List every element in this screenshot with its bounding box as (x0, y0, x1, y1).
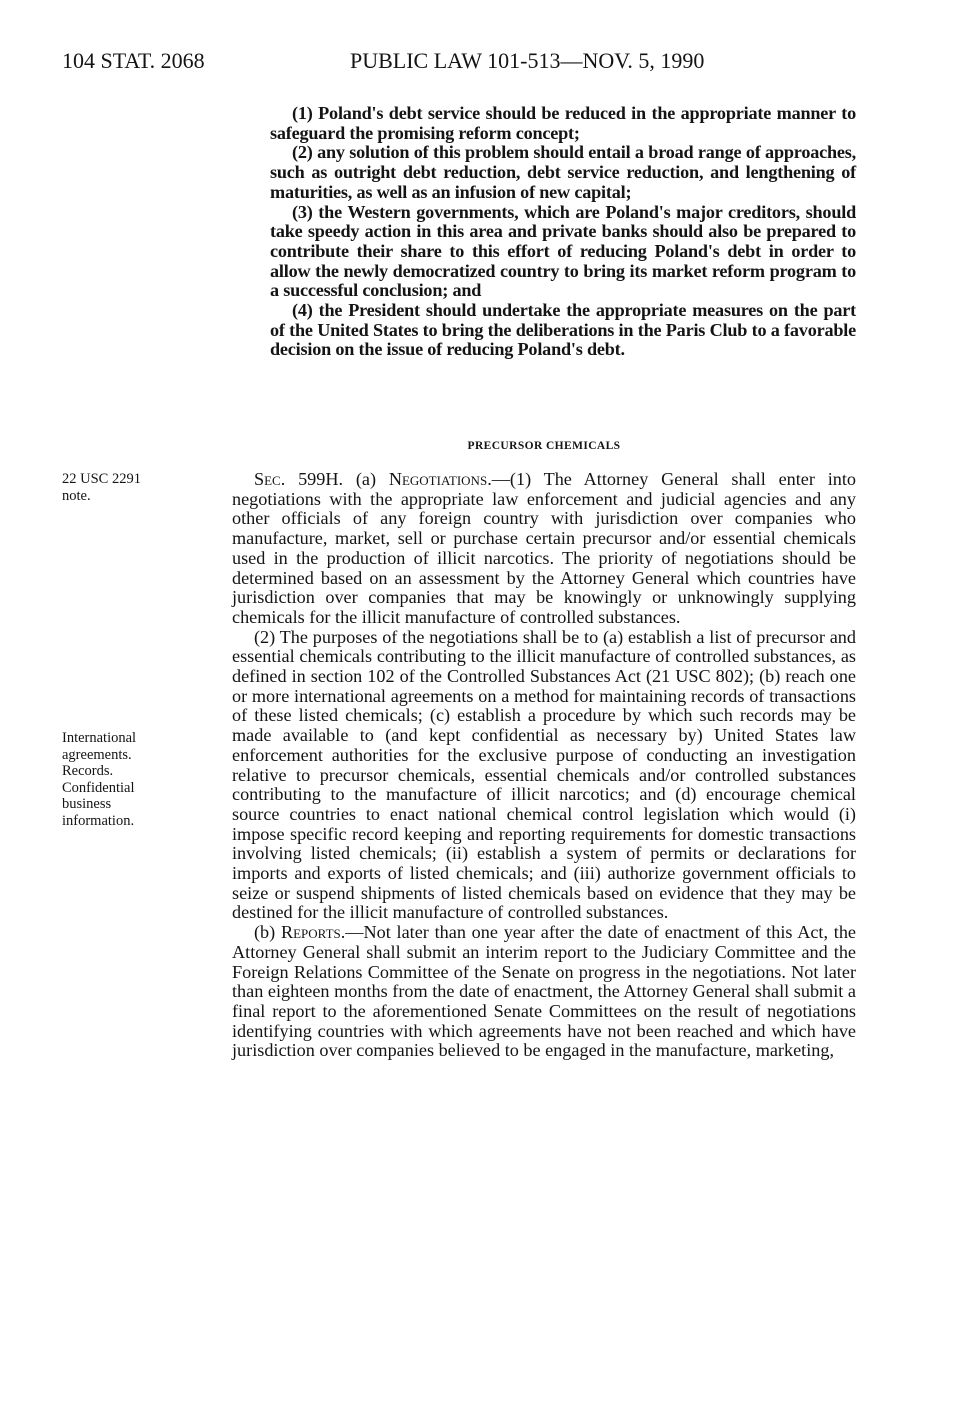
margin-note-line: Confidential (62, 779, 135, 796)
paragraph-b-text: .—Not later than one year after the date of enactment of this Act, the Attorney General shall submit an interim report to the Judiciary Committee and the Foreign Relations Committee of the Senate on progress in the negotiations. Not later than eighteen months from the date of enactment, the Attorney General shall submit a final report to the aforementioned Senate Committees on the result of negotiations identifying countries with which agreements have not been reached and which have jurisdiction over companies believed to be engaged in the manufacture, marketing, (232, 922, 856, 1061)
subsection-a-title: Negotiations (388, 469, 488, 489)
sec-number: 599H. (a) (298, 469, 377, 489)
margin-note-topics (62, 730, 212, 829)
finding-paragraph-3: (3) the Western governments, which are Poland's major creditors, should take speedy action in this area and private banks should also be prepared to contribute their share to this effort of reducing Poland's debt in order to allow the newly democratized country to bring its market reform program to a successful conclusion; and (270, 201, 856, 301)
margin-note-usc (62, 471, 212, 504)
section-heading: PRECURSOR CHEMICALS (467, 440, 621, 452)
public-law-title: PUBLIC LAW 101-513—NOV. 5, 1990 (350, 48, 705, 73)
statute-page-number: 104 STAT. 2068 (62, 48, 205, 73)
margin-note-line: note. (62, 487, 91, 504)
margin-note-line: information. (62, 812, 135, 829)
finding-paragraph-2: (2) any solution of this problem should entail a broad range of approaches, such as outright debt reduction, debt service reduction, and lengthening of maturities, as well as an infusion of new capital; (270, 142, 856, 202)
margin-note-line: 22 USC 2291 (62, 471, 141, 487)
paragraph-a1 (232, 470, 856, 628)
finding-paragraph-1: (1) Poland's debt service should be reduced in the appropriate manner to safeguard the promising reform concept; (270, 103, 856, 143)
finding-paragraph-4: (4) the President should undertake the appropriate measures on the part of the United States to bring the deliberations in the Paris Club to a favorable decision on the issue of reducing Poland's debt. (270, 300, 856, 360)
margin-note-line: Records. (62, 763, 114, 779)
sec-label: Sec. (254, 469, 286, 489)
subsection-b-title: Reports (280, 922, 341, 943)
section-599h-body (232, 470, 856, 1061)
paragraph-a1-text: .—(1) The Attorney General shall enter into negotiations with the appropriate law enforcement and judicial agencies and any other officials of any foreign country with jurisdiction over companies who manufacture, market, sell or purchase certain precursor and/or essential chemicals used in the production of illicit narcotics. The priority of negotiations should be determined based on an assessment by the Attorney General which countries have jurisdiction over companies that may be knowingly or unknowingly supplying chemicals for the illicit manufacture of controlled substances. (232, 469, 857, 627)
paragraph-a2: (2) The purposes of the negotiations shall be to (a) establish a list of precursor and essential chemicals contributing to the illicit manufacture of controlled substances, as defined in section 102 of the Controlled Substances Act (21 USC 802); (b) reach one or more international agreements on a method for maintaining records of transactions of these listed chemicals; (c) establish a procedure by which such records may be made available to (and kept confidential as necessary by) United States law enforcement authorities for the exclusive purpose of conducting an investigation relative to precursor chemicals, essential chemicals and/or controlled substances contributing to the manufacture of illicit narcotics; and (d) encourage chemical source countries to enact national chemical control legislation which would (i) impose specific record keeping and reporting requirements for domestic transactions involving listed chemicals; (ii) establish a system of permits or declarations for imports and exports of listed chemicals; and (iii) authorize government officials to seize or suspend shipments of listed chemicals based on evidence that they may be destined for the illicit manufacture of controlled substances. (232, 626, 856, 923)
margin-note-line: agreements. (62, 746, 132, 763)
paragraph-b (232, 923, 856, 1061)
paragraph-b-prefix: (b) (254, 922, 276, 943)
margin-note-line: International (62, 730, 137, 746)
margin-note-line: business (62, 796, 112, 812)
poland-debt-findings (270, 104, 856, 360)
